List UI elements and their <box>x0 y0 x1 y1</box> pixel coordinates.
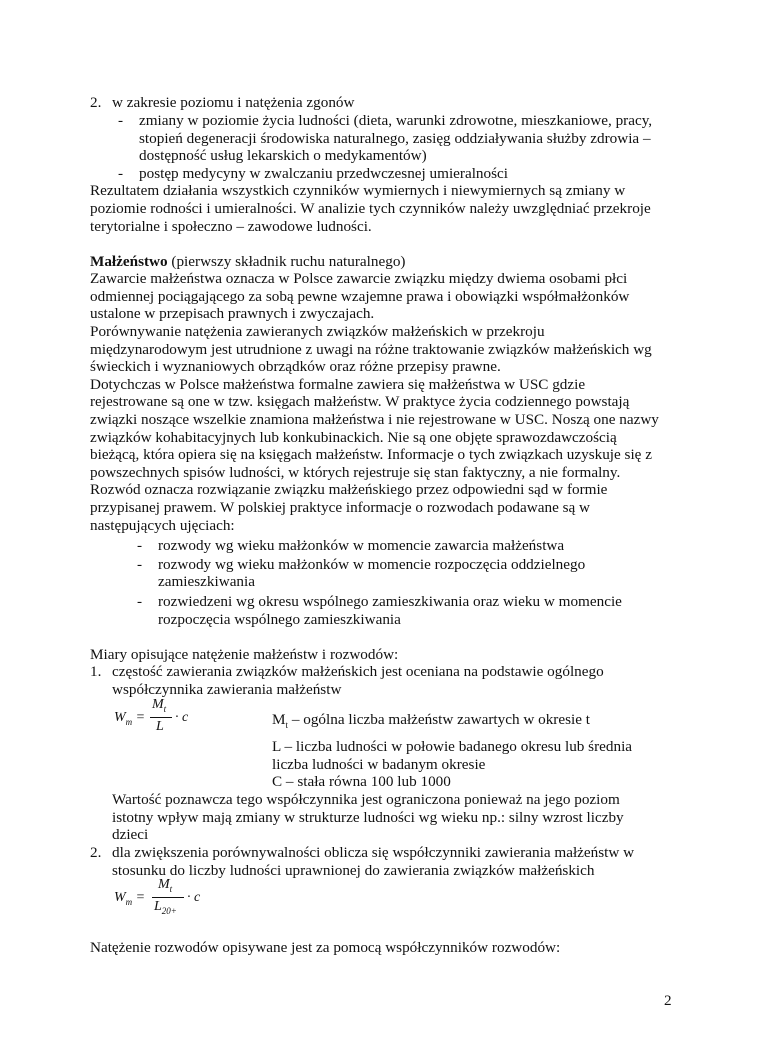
bullet-line: rozpoczęcia wspólnego zamieszkiwania <box>158 611 401 628</box>
formula-denominator: L <box>154 899 162 914</box>
formula-multiplier: · c <box>175 710 189 725</box>
paragraph-line: Zawarcie małżeństwa oznacza w Polsce zawarcie związku między dwiema osobami płci <box>90 270 628 287</box>
list-line: współczynnika zawierania małżeństw <box>112 681 342 698</box>
paragraph-line: istotny wpływ mają zmiany w strukturze ludności wg wieku np.: silny wzrost liczby <box>112 809 624 826</box>
paragraph-line: związków kohabitacyjnych lub konkubinackich. Nie są one objęte sprawozdawczością <box>90 429 617 446</box>
formula-denominator: L <box>156 719 164 734</box>
def-text: – ogólna liczba małżeństw zawartych w okresie t <box>288 711 590 728</box>
measures-intro: Miary opisujące natężenie małżeństw i rozwodów: <box>90 646 399 663</box>
list-line: częstość zawierania związków małżeńskich jest oceniana na podstawie ogólnego <box>112 663 604 680</box>
paragraph-line: powszechnych spisów ludności, w których rejestruje się stan faktyczny, a nie formalny. <box>90 464 621 481</box>
bullet-line: rozwody wg wieku małżonków w momencie rozpoczęcia oddzielnego <box>158 556 586 573</box>
formula-lhs: W <box>114 890 126 905</box>
paragraph-line: Wartość poznawcza tego współczynnika jest ograniczona ponieważ na jego poziom <box>112 791 620 808</box>
bullet-dash: - <box>118 165 124 182</box>
paragraph-line: rejestrowane są one w tzw. księgach małżeństw. W praktyce życia codziennego powstają <box>90 393 630 410</box>
formula-numerator: M <box>158 877 170 892</box>
definition-l: L – liczba ludności w połowie badanego okresu lub średnia <box>272 738 633 755</box>
paragraph-line: świeckich i wyznaniowych obrządków oraz różne przepisy prawne. <box>90 358 501 375</box>
list-item: w zakresie poziomu i natężenia zgonów <box>112 94 355 111</box>
bullet-line: rozwody wg wieku małżonków w momencie zawarcia małżeństwa <box>158 537 565 554</box>
paragraph-line: następujących ujęciach: <box>90 517 235 534</box>
definition-c: C – stała równa 100 lub 1000 <box>272 773 451 790</box>
formula-num-sub: t <box>163 703 167 714</box>
formula-lhs-sub: m <box>125 716 133 727</box>
paragraph-line: Dotychczas w Polsce małżeństwa formalne zawiera się małżeństwa w USC gdzie <box>90 376 586 393</box>
paragraph-line: bieżącą, która opiera się na księgach małżeństw. Informacje o tych związkach uzyskuje się z <box>90 446 652 463</box>
bullet-line: postęp medycyny w zwalczaniu przedwczesnej umieralności <box>139 165 508 182</box>
page-number: 2 <box>664 992 672 1009</box>
paragraph-line: dzieci <box>112 826 149 843</box>
bullet-line: zamieszkiwania <box>158 573 255 590</box>
definition-mt <box>272 711 590 734</box>
list-line: stosunku do liczby ludności uprawnionej do zawierania związków małżeńskich <box>112 862 595 879</box>
paragraph-line: przypisanej prawem. W polskiej praktyce informacje o rozwodach podawane są w <box>90 499 591 516</box>
bullet-dash: - <box>137 556 143 573</box>
paragraph-line: Porównywanie natężenia zawieranych związków małżeńskich w przekroju <box>90 323 545 340</box>
list-number: 1. <box>90 663 102 680</box>
formula-numerator: M <box>152 697 164 712</box>
section-heading <box>90 253 405 271</box>
paragraph-line: międzynarodowym jest utrudnione z uwagi na różne traktowanie związków małżeńskich wg <box>90 341 652 358</box>
formula-num-sub: t <box>169 883 173 894</box>
bullet-line: dostępność usług lekarskich o medykamentów) <box>139 147 427 164</box>
def-symbol-sub: t <box>285 720 289 731</box>
formula-den-sub: 20+ <box>161 905 177 916</box>
formula-multiplier: · c <box>187 890 201 905</box>
definition-l: liczba ludności w badanym okresie <box>272 756 486 773</box>
bullet-line: stopień degeneracji środowiska naturalnego, zasięg oddziaływania służby zdrowia – <box>139 130 651 147</box>
bullet-dash: - <box>137 537 143 554</box>
heading-bold: Małżeństwo <box>90 253 168 270</box>
list-number: 2. <box>90 94 102 111</box>
bullet-dash: - <box>137 593 143 610</box>
heading-rest: (pierwszy składnik ruchu naturalnego) <box>167 253 406 270</box>
paragraph-line: terytorialne i społeczno – zawodowe ludności. <box>90 218 372 235</box>
bullet-dash: - <box>118 112 124 129</box>
paragraph-line: poziomie rodności i umieralności. W analizie tych czynników należy uwzględniać przekroje <box>90 200 651 217</box>
list-line: dla zwiększenia porównywalności oblicza się współczynniki zawierania małżeństw w <box>112 844 635 861</box>
def-symbol: M <box>272 711 286 728</box>
bullet-line: rozwiedzeni wg okresu wspólnego zamieszkiwania oraz wieku w momencie <box>158 593 622 610</box>
formula-lhs: W <box>114 710 126 725</box>
formula-lhs-sub: m <box>125 896 133 907</box>
paragraph-line: Rezultatem działania wszystkich czynników wymiernych i niewymiernych są zmiany w <box>90 182 626 199</box>
paragraph-line: odmiennej pociągającego za sobą pewne wzajemne prawa i obowiązki współmałżonków <box>90 288 630 305</box>
paragraph-line: Rozwód oznacza rozwiązanie związku małżeńskiego przez odpowiedni sąd w formie <box>90 481 608 498</box>
paragraph-line: ustalone w przepisach prawnych i zwyczajach. <box>90 305 375 322</box>
paragraph-line: Natężenie rozwodów opisywane jest za pomocą współczynników rozwodów: <box>90 939 561 956</box>
bullet-line: zmiany w poziomie życia ludności (dieta, warunki zdrowotne, mieszkaniowe, pracy, <box>139 112 653 129</box>
list-number: 2. <box>90 844 102 861</box>
paragraph-line: związki noszące wszelkie znamiona małżeństwa i nie rejestrowane w USC. Noszą one nazwy <box>90 411 659 428</box>
